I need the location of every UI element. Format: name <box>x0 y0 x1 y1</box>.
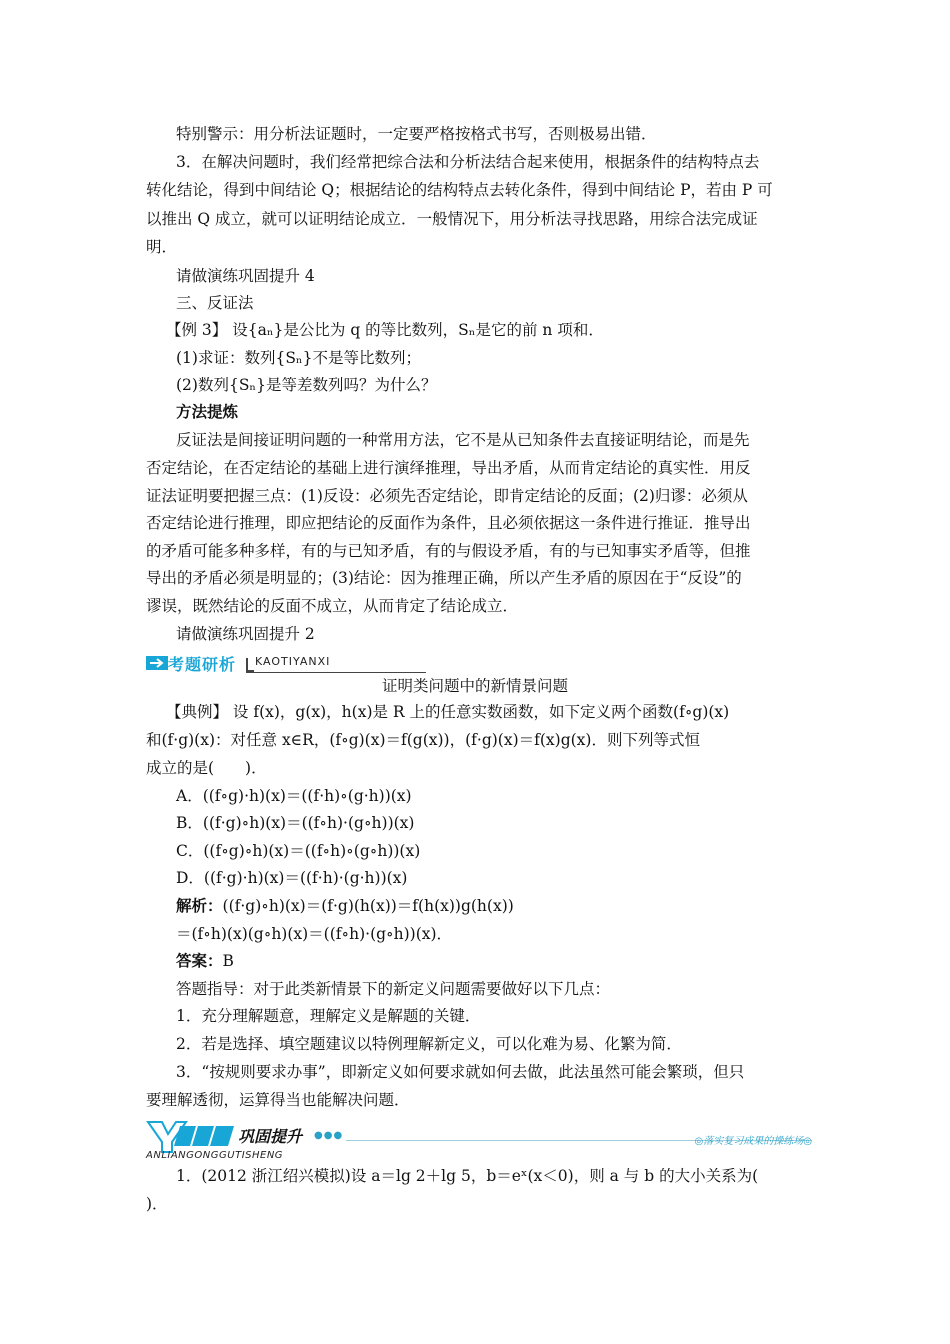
arrow-icon <box>146 656 168 670</box>
solution-label: 解析： <box>176 896 223 915</box>
practice-link[interactable]: 请做演练巩固提升 4 <box>176 267 315 285</box>
paragraph-line: 证法证明要把握三点：(1)反设：必须先否定结论，即肯定结论的反面；(2)归谬：必须从 <box>146 487 748 505</box>
paragraph-line: 和(f·g)(x)：对任意 x∈R，(f∘g)(x)＝f(g(x))，(f·g)(x)＝f(x)g(x)．则下列等式恒 <box>146 731 700 749</box>
solution-text: ((f·g)∘h)(x)＝(f·g)(h(x))＝f(h(x))g(h(x)) <box>222 897 514 915</box>
problem-title: 证明类问题中的新情景问题 <box>381 677 568 695</box>
gonggu-title: 巩固提升 <box>238 1127 303 1146</box>
gonggu-subtitle: ANLIANGONGGUTISHENG <box>146 1150 284 1161</box>
guidance-heading: 答题指导：对于此类新情景下的新定义问题需要做好以下几点： <box>176 980 611 998</box>
kaoti-banner <box>146 652 426 674</box>
question-1: (1)求证：数列{Sₙ}不是等比数列； <box>176 349 422 367</box>
gonggu-slogan: ◎落实复习成果的操练场◎ <box>694 1136 812 1147</box>
kaoti-subtitle: KAOTIYANXI <box>255 655 331 668</box>
option-a: A．((f∘g)·h)(x)＝((f·h)∘(g·h))(x) <box>176 787 412 805</box>
option-b: B．((f·g)∘h)(x)＝((f∘h)·(g∘h))(x) <box>176 814 415 832</box>
answer-label: 答案： <box>176 951 223 970</box>
paragraph-line: 导出的矛盾必须是明显的；(3)结论：因为推理正确，所以产生矛盾的原因在于“反设”的 <box>146 569 742 587</box>
paragraph-line: 要理解透彻，运算得当也能解决问题． <box>146 1091 410 1109</box>
paragraph-line: 3．在解决问题时，我们经常把综合法和分析法结合起来使用，根据条件的结构特点去 <box>176 153 760 171</box>
guidance-point-1: 1．充分理解题意，理解定义是解题的关键． <box>176 1007 481 1025</box>
guidance-point-2: 2．若是选择、填空题建议以特例理解新定义，可以化难为易、化繁为简． <box>176 1035 682 1053</box>
question-2: (2)数列{Sₙ}是等差数列吗？为什么？ <box>176 376 437 394</box>
method-heading: 方法提炼 <box>176 402 239 421</box>
paragraph-line: 反证法是间接证明问题的一种常用方法，它不是从已知条件去直接证明结论，而是先 <box>176 431 750 449</box>
warning-note: 特别警示：用分析法证题时，一定要严格按格式书写，否则极易出错． <box>176 125 657 143</box>
practice-link[interactable]: 请做演练巩固提升 2 <box>176 625 315 643</box>
paragraph-line: 否定结论进行推理，即应把结论的反面作为条件，且必须依据这一条件进行推证．推导出 <box>146 514 751 532</box>
guidance-point-3: 3．“按规则要求办事”，即新定义如何要求就如何去做，此法虽然可能会繁琐，但只 <box>176 1063 745 1081</box>
paragraph-line: 的矛盾可能多种多样，有的与已知矛盾，有的与假设矛盾，有的与已知事实矛盾等，但推 <box>146 542 751 560</box>
paragraph-line: 明． <box>146 238 178 256</box>
gonggu-banner <box>146 1118 816 1166</box>
paragraph-line: 谬误，既然结论的反面不成立，从而肯定了结论成立． <box>146 597 519 615</box>
paragraph-line: 成立的是( )． <box>146 759 267 777</box>
solution-line <box>176 896 514 916</box>
option-d: D．((f·g)·h)(x)＝((f·h)·(g·h))(x) <box>176 869 408 887</box>
paragraph-line: 以推出 Q 成立，就可以证明结论成立．一般情况下，用分析法寻找思路，用综合法完成证 <box>146 210 758 228</box>
example-3-statement: 【例 3】 设{aₙ}是公比为 q 的等比数列，Sₙ是它的前 n 项和． <box>166 321 604 339</box>
option-c: C．((f∘g)∘h)(x)＝((f∘h)∘(g∘h))(x) <box>176 842 421 860</box>
divider <box>246 672 426 673</box>
dots-decoration: ●●● <box>314 1130 344 1141</box>
paragraph-line: )． <box>146 1195 168 1213</box>
answer-value: B <box>222 952 234 970</box>
typical-example: 【典例】 设 f(x)，g(x)，h(x)是 R 上的任意实数函数，如下定义两个函数(f∘g)(x) <box>166 703 730 721</box>
paragraph-line: 转化结论，得到中间结论 Q；根据结论的结构特点去转化条件，得到中间结论 P，若由 P 可 <box>146 181 773 199</box>
exercise-1: 1．(2012 浙江绍兴模拟)设 a＝lg 2＋lg 5，b＝eˣ(x＜0)，则 a 与 b 的大小关系为( <box>176 1167 759 1185</box>
answer-line <box>176 951 234 971</box>
section-heading: 三、反证法 <box>176 294 254 312</box>
solution-line: ＝(f∘h)(x)(g∘h)(x)＝((f∘h)·(g∘h))(x)． <box>176 925 453 943</box>
paragraph-line: 否定结论，在否定结论的基础上进行演绎推理，导出矛盾，从而肯定结论的真实性．用反 <box>146 459 751 477</box>
bracket-decoration <box>246 658 254 672</box>
kaoti-title: 考题研析 <box>168 655 237 674</box>
